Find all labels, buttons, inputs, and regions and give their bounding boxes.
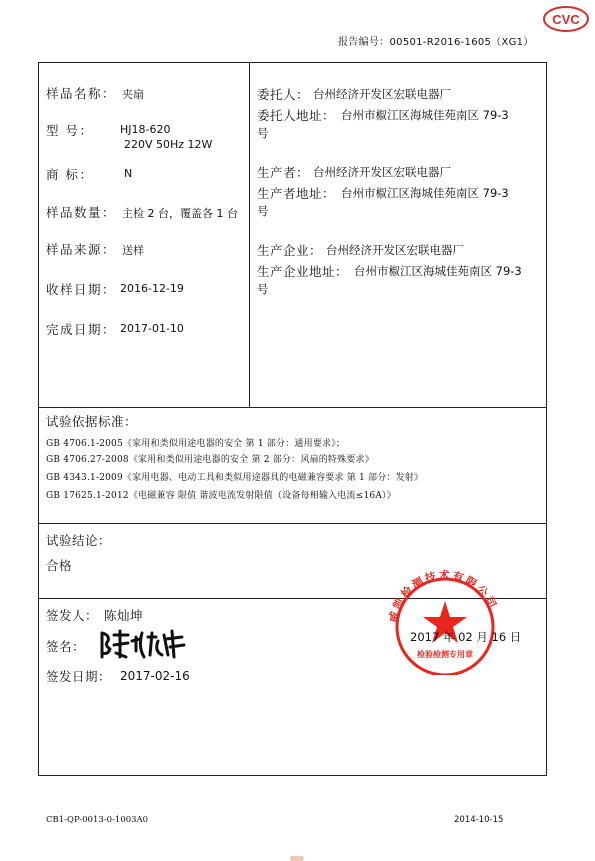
client-label: 委托人：	[257, 87, 310, 102]
quantity-label: 样品数量：	[46, 205, 117, 220]
standard-item: GB 4706.27-2008《家用和类似用途电器的安全 第 2 部分：风扇的特殊要求》	[46, 455, 374, 465]
standard-item: GB 17625.1-2012《电磁兼容 限值 谐波电流发射限值（设备每相输入电流≤16A）》	[46, 491, 396, 501]
sample-name-label: 样品名称：	[46, 86, 117, 101]
issuer-label: 签发人：	[46, 608, 99, 623]
svg-text:威凯检测技术有限公司: 威凯检测技术有限公司	[386, 568, 500, 624]
factory-label: 生产企业：	[257, 243, 323, 258]
sample-name-value: 夹扇	[122, 88, 144, 101]
producer-value: 台州经济开发区宏联电器厂	[313, 165, 451, 179]
signature-label: 签名：	[46, 639, 86, 654]
model-value: HJ18-620	[120, 123, 171, 136]
seal-date: 2017 年 02 月 16 日	[410, 630, 522, 644]
svg-text:检验检测专用章: 检验检测专用章	[417, 650, 473, 659]
client-value: 台州经济开发区宏联电器厂	[313, 87, 451, 101]
cvc-logo	[542, 4, 590, 34]
factory-address-value: 台州市椒江区海城佳苑南区 79-3	[354, 264, 522, 278]
factory-address-cont: 号	[257, 282, 269, 296]
company-seal	[385, 565, 505, 675]
issuer-value: 陈灿坤	[104, 608, 144, 623]
document-date: 2014-10-15	[454, 815, 504, 825]
document-code: CB1-QP-0013-0-1003A0	[46, 815, 149, 825]
issue-date-value: 2017-02-16	[120, 669, 190, 683]
issue-date-label: 签发日期：	[46, 669, 112, 684]
conclusion-title: 试验结论：	[46, 533, 112, 548]
producer-address-value: 台州市椒江区海城佳苑南区 79-3	[341, 186, 509, 200]
divider-standards	[38, 407, 547, 408]
standard-item: GB 4706.1-2005《家用和类似用途电器的安全 第 1 部分：通用要求》；	[46, 439, 346, 449]
completed-date-label: 完成日期：	[46, 322, 117, 337]
client-address-value: 台州市椒江区海城佳苑南区 79-3	[341, 108, 509, 122]
source-value: 送样	[122, 244, 144, 257]
column-divider	[249, 62, 250, 407]
received-date-label: 收样日期：	[46, 282, 117, 297]
source-label: 样品来源：	[46, 242, 117, 257]
producer-address-label: 生产者地址：	[257, 186, 336, 201]
divider-conclusion	[38, 523, 547, 524]
brand-value: N	[124, 167, 133, 180]
page-edge-mark	[290, 856, 304, 861]
model-label: 型 号：	[46, 123, 94, 138]
client-address-label: 委托人地址：	[257, 108, 336, 123]
standard-item: GB 4343.1-2009《家用电器、电动工具和类似用途器具的电磁兼容要求 第 1 部分：发射》	[46, 473, 424, 483]
factory-value: 台州经济开发区宏联电器厂	[326, 243, 464, 257]
model-spec: 220V 50Hz 12W	[124, 138, 213, 151]
producer-address-cont: 号	[257, 204, 269, 218]
brand-label: 商 标：	[46, 167, 94, 182]
report-number: 报告编号：00501-R2016-1605（XG1）	[338, 37, 534, 48]
completed-date-value: 2017-01-10	[120, 322, 184, 335]
client-address-cont: 号	[257, 126, 269, 140]
received-date-value: 2016-12-19	[120, 282, 184, 295]
standards-title: 试验依据标准：	[46, 414, 138, 429]
quantity-value: 主检 2 台，覆盖各 1 台	[122, 207, 238, 220]
producer-label: 生产者：	[257, 165, 310, 180]
conclusion-value: 合格	[46, 558, 73, 573]
factory-address-label: 生产企业地址：	[257, 264, 349, 279]
handwritten-signature	[98, 627, 188, 661]
logo-text: CVC	[552, 12, 580, 27]
